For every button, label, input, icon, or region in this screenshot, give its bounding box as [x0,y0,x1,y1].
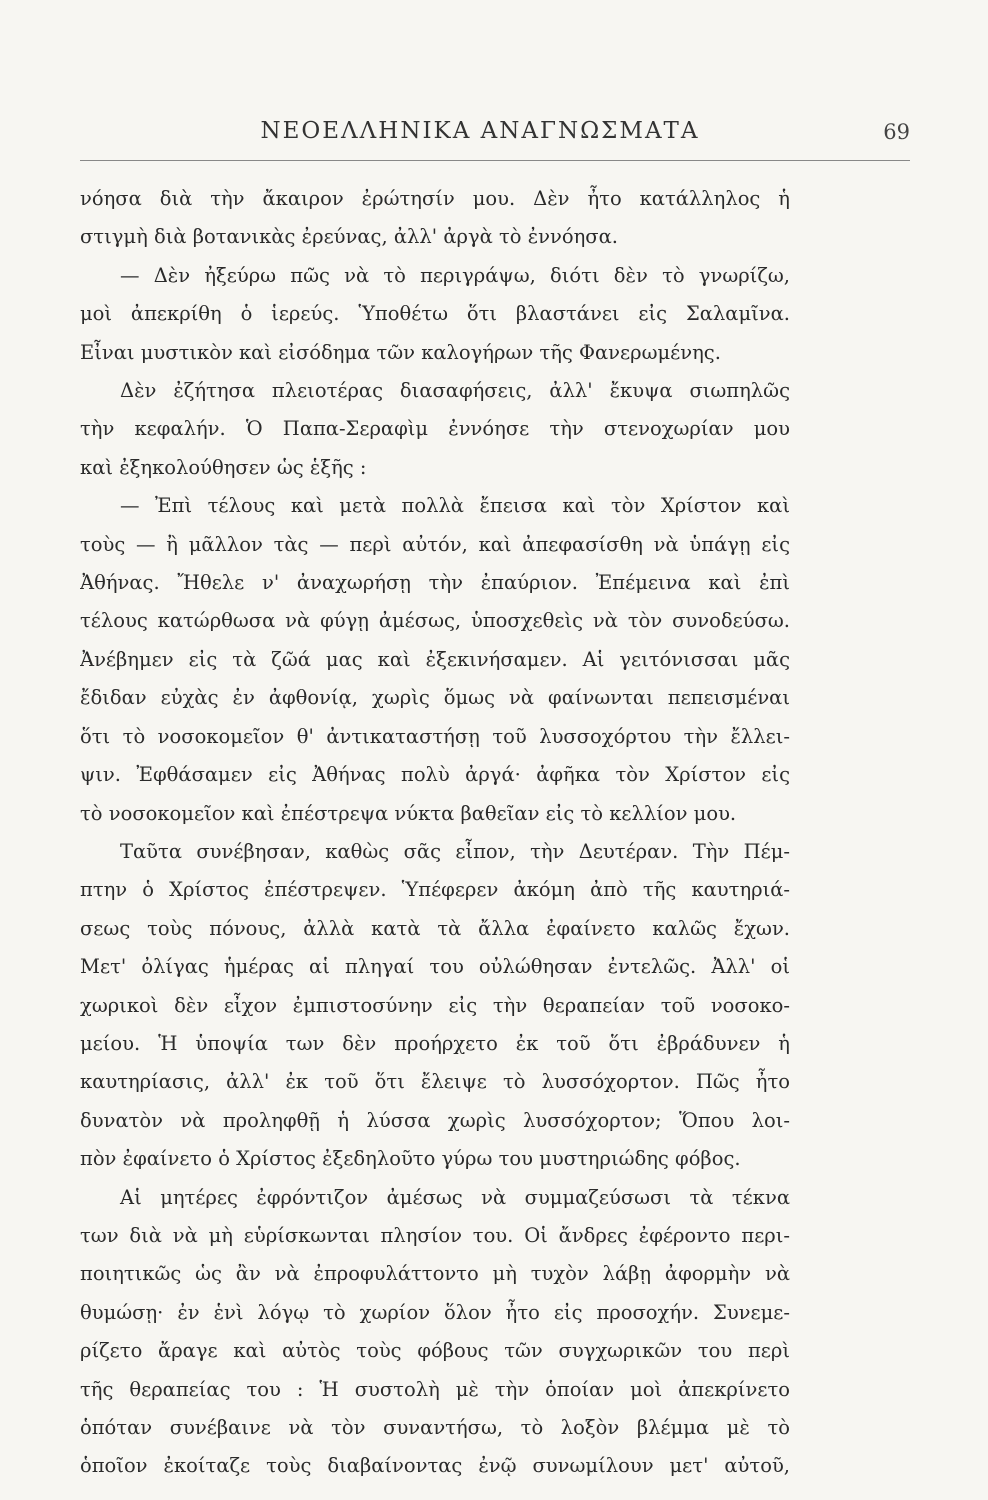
text-line: καὶ ἐξηκολούθησεν ὡς ἑξῆς : [80,455,367,479]
body-text [80,180,790,1486]
text-line: Ἀθήνας. Ἤθελε ν' ἀναχωρήσῃ τὴν ἐπαύριον. Ἐπέμεινα καὶ ἐπὶ [80,571,790,595]
text-line: τοὺς — ἢ μᾶλλον τὰς — περὶ αὐτόν, καὶ ἀπεφασίσθη νὰ ὑπάγῃ εἰς [80,532,790,556]
text-line: χωρικοὶ δὲν εἶχον ἐμπιστοσύνην εἰς τὴν θεραπείαν τοῦ νοσοκο- [80,993,790,1017]
text-line: νόησα διὰ τὴν ἄκαιρον ἐρώτησίν μου. Δὲν ἦτο κατάλληλος ἡ [80,187,790,210]
page-header [80,118,910,158]
text-line: Μετ' ὀλίγας ἡμέρας αἱ πληγαί του οὐλώθησαν ἐντελῶς. Ἀλλ' οἱ [80,955,790,979]
text-line: ὁπόταν συνέβαινε νὰ τὸν συναντήσω, τὸ λοξὸν βλέμμα μὲ τὸ [80,1416,790,1439]
text-line: των διὰ νὰ μὴ εὑρίσκωνται πλησίον του. Οἱ ἄνδρες ἐφέροντο περι- [80,1223,790,1247]
running-title: ΝΕΟΕΛΛΗΝΙΚΑ ΑΝΑΓΝΩΣΜΑΤΑ [260,118,700,144]
text-line: ποιητικῶς ὡς ἂν νὰ ἐπροφυλάττοντο μὴ τυχὸν λάβῃ ἀφορμὴν νὰ [80,1262,790,1286]
text-line: ἔδιδαν εὐχὰς ἐν ἀφθονίᾳ, χωρὶς ὅμως νὰ φαίνωνται πεπεισμέναι [80,686,790,710]
text-line: μοὶ ἀπεκρίθη ὁ ἱερεύς. Ὑποθέτω ὅτι βλαστάνει εἰς Σαλαμῖνα. [80,302,790,326]
text-line: Αἱ μητέρες ἐφρόντιζον ἀμέσως νὰ συμμαζεύσωσι τὰ τέκνα [120,1185,790,1209]
text-line: ρίζετο ἄραγε καὶ αὐτὸς τοὺς φόβους τῶν συγχωρικῶν του περὶ [80,1339,790,1363]
text-line: τέλους κατώρθωσα νὰ φύγῃ ἀμέσως, ὑποσχεθεὶς νὰ τὸν συνοδεύσω. [80,609,790,633]
text-line: πὸν ἐφαίνετο ὁ Χρίστος ἐξεδηλοῦτο γύρω του μυστηριώδης φόβος. [80,1147,741,1171]
text-line: ψιν. Ἐφθάσαμεν εἰς Ἀθήνας πολὺ ἀργά· ἀφῆκα τὸν Χρίστον εἰς [80,763,790,787]
text-line: Ταῦτα συνέβησαν, καθὼς σᾶς εἶπον, τὴν Δευτέραν. Τὴν Πέμ- [120,839,790,863]
text-line: ὁποῖον ἐκοίταζε τοὺς διαβαίνοντας ἐνῷ συνωμίλουν μετ' αὐτοῦ, [80,1454,790,1478]
page-number: 69 [883,120,910,144]
text-line: τὴν κεφαλήν. Ὁ Παπα-Σεραφὶμ ἐννόησε τὴν στενοχωρίαν μου [80,417,790,441]
text-line: — Ἐπὶ τέλους καὶ μετὰ πολλὰ ἔπεισα καὶ τὸν Χρίστον καὶ [120,494,790,518]
header-rule [80,160,910,161]
text-line: τῆς θεραπείας του : Ἡ συστολὴ μὲ τὴν ὁποίαν μοὶ ἀπεκρίνετο [80,1377,790,1401]
text-line: σεως τοὺς πόνους, ἀλλὰ κατὰ τὰ ἄλλα ἐφαίνετο καλῶς ἔχων. [80,916,790,940]
text-line: δυνατὸν νὰ προληφθῇ ἡ λύσσα χωρὶς λυσσόχορτον; Ὅπου λοι- [80,1108,790,1132]
text-line: πτην ὁ Χρίστος ἐπέστρεψεν. Ὑπέφερεν ἀκόμη ἀπὸ τῆς καυτηριά- [80,878,790,902]
text-line: Ἀνέβημεν εἰς τὰ ζῶά μας καὶ ἐξεκινήσαμεν. Αἱ γειτόνισσαι μᾶς [80,647,790,671]
text-line: καυτηρίασις, ἀλλ' ἐκ τοῦ ὅτι ἔλειψε τὸ λυσσόχορτον. Πῶς ἦτο [80,1070,790,1094]
text-line: Εἶναι μυστικὸν καὶ εἰσόδημα τῶν καλογήρων τῆς Φανερωμένης. [80,340,721,364]
text-line: στιγμὴ διὰ βοτανικὰς ἐρεύνας, ἀλλ' ἀργὰ τὸ ἐννόησα. [80,225,618,249]
text-line: ὅτι τὸ νοσοκομεῖον θ' ἀντικαταστήσῃ τοῦ λυσσοχόρτου τὴν ἔλλει- [80,724,790,748]
text-line: τὸ νοσοκομεῖον καὶ ἐπέστρεψα νύκτα βαθεῖαν εἰς τὸ κελλίον μου. [80,801,737,825]
text-line: θυμώσῃ· ἐν ἑνὶ λόγῳ τὸ χωρίον ὅλον ἦτο εἰς προσοχήν. Συνεμε- [80,1300,790,1324]
text-line: — Δὲν ἠξεύρω πῶς νὰ τὸ περιγράψω, διότι δὲν τὸ γνωρίζω, [120,263,790,287]
text-line: Δὲν ἐζήτησα πλειοτέρας διασαφήσεις, ἀλλ' ἔκυψα σιωπηλῶς [120,379,790,403]
text-line: μείου. Ἡ ὑποψία των δὲν προήρχετο ἐκ τοῦ ὅτι ἐβράδυνεν ἡ [80,1031,790,1055]
